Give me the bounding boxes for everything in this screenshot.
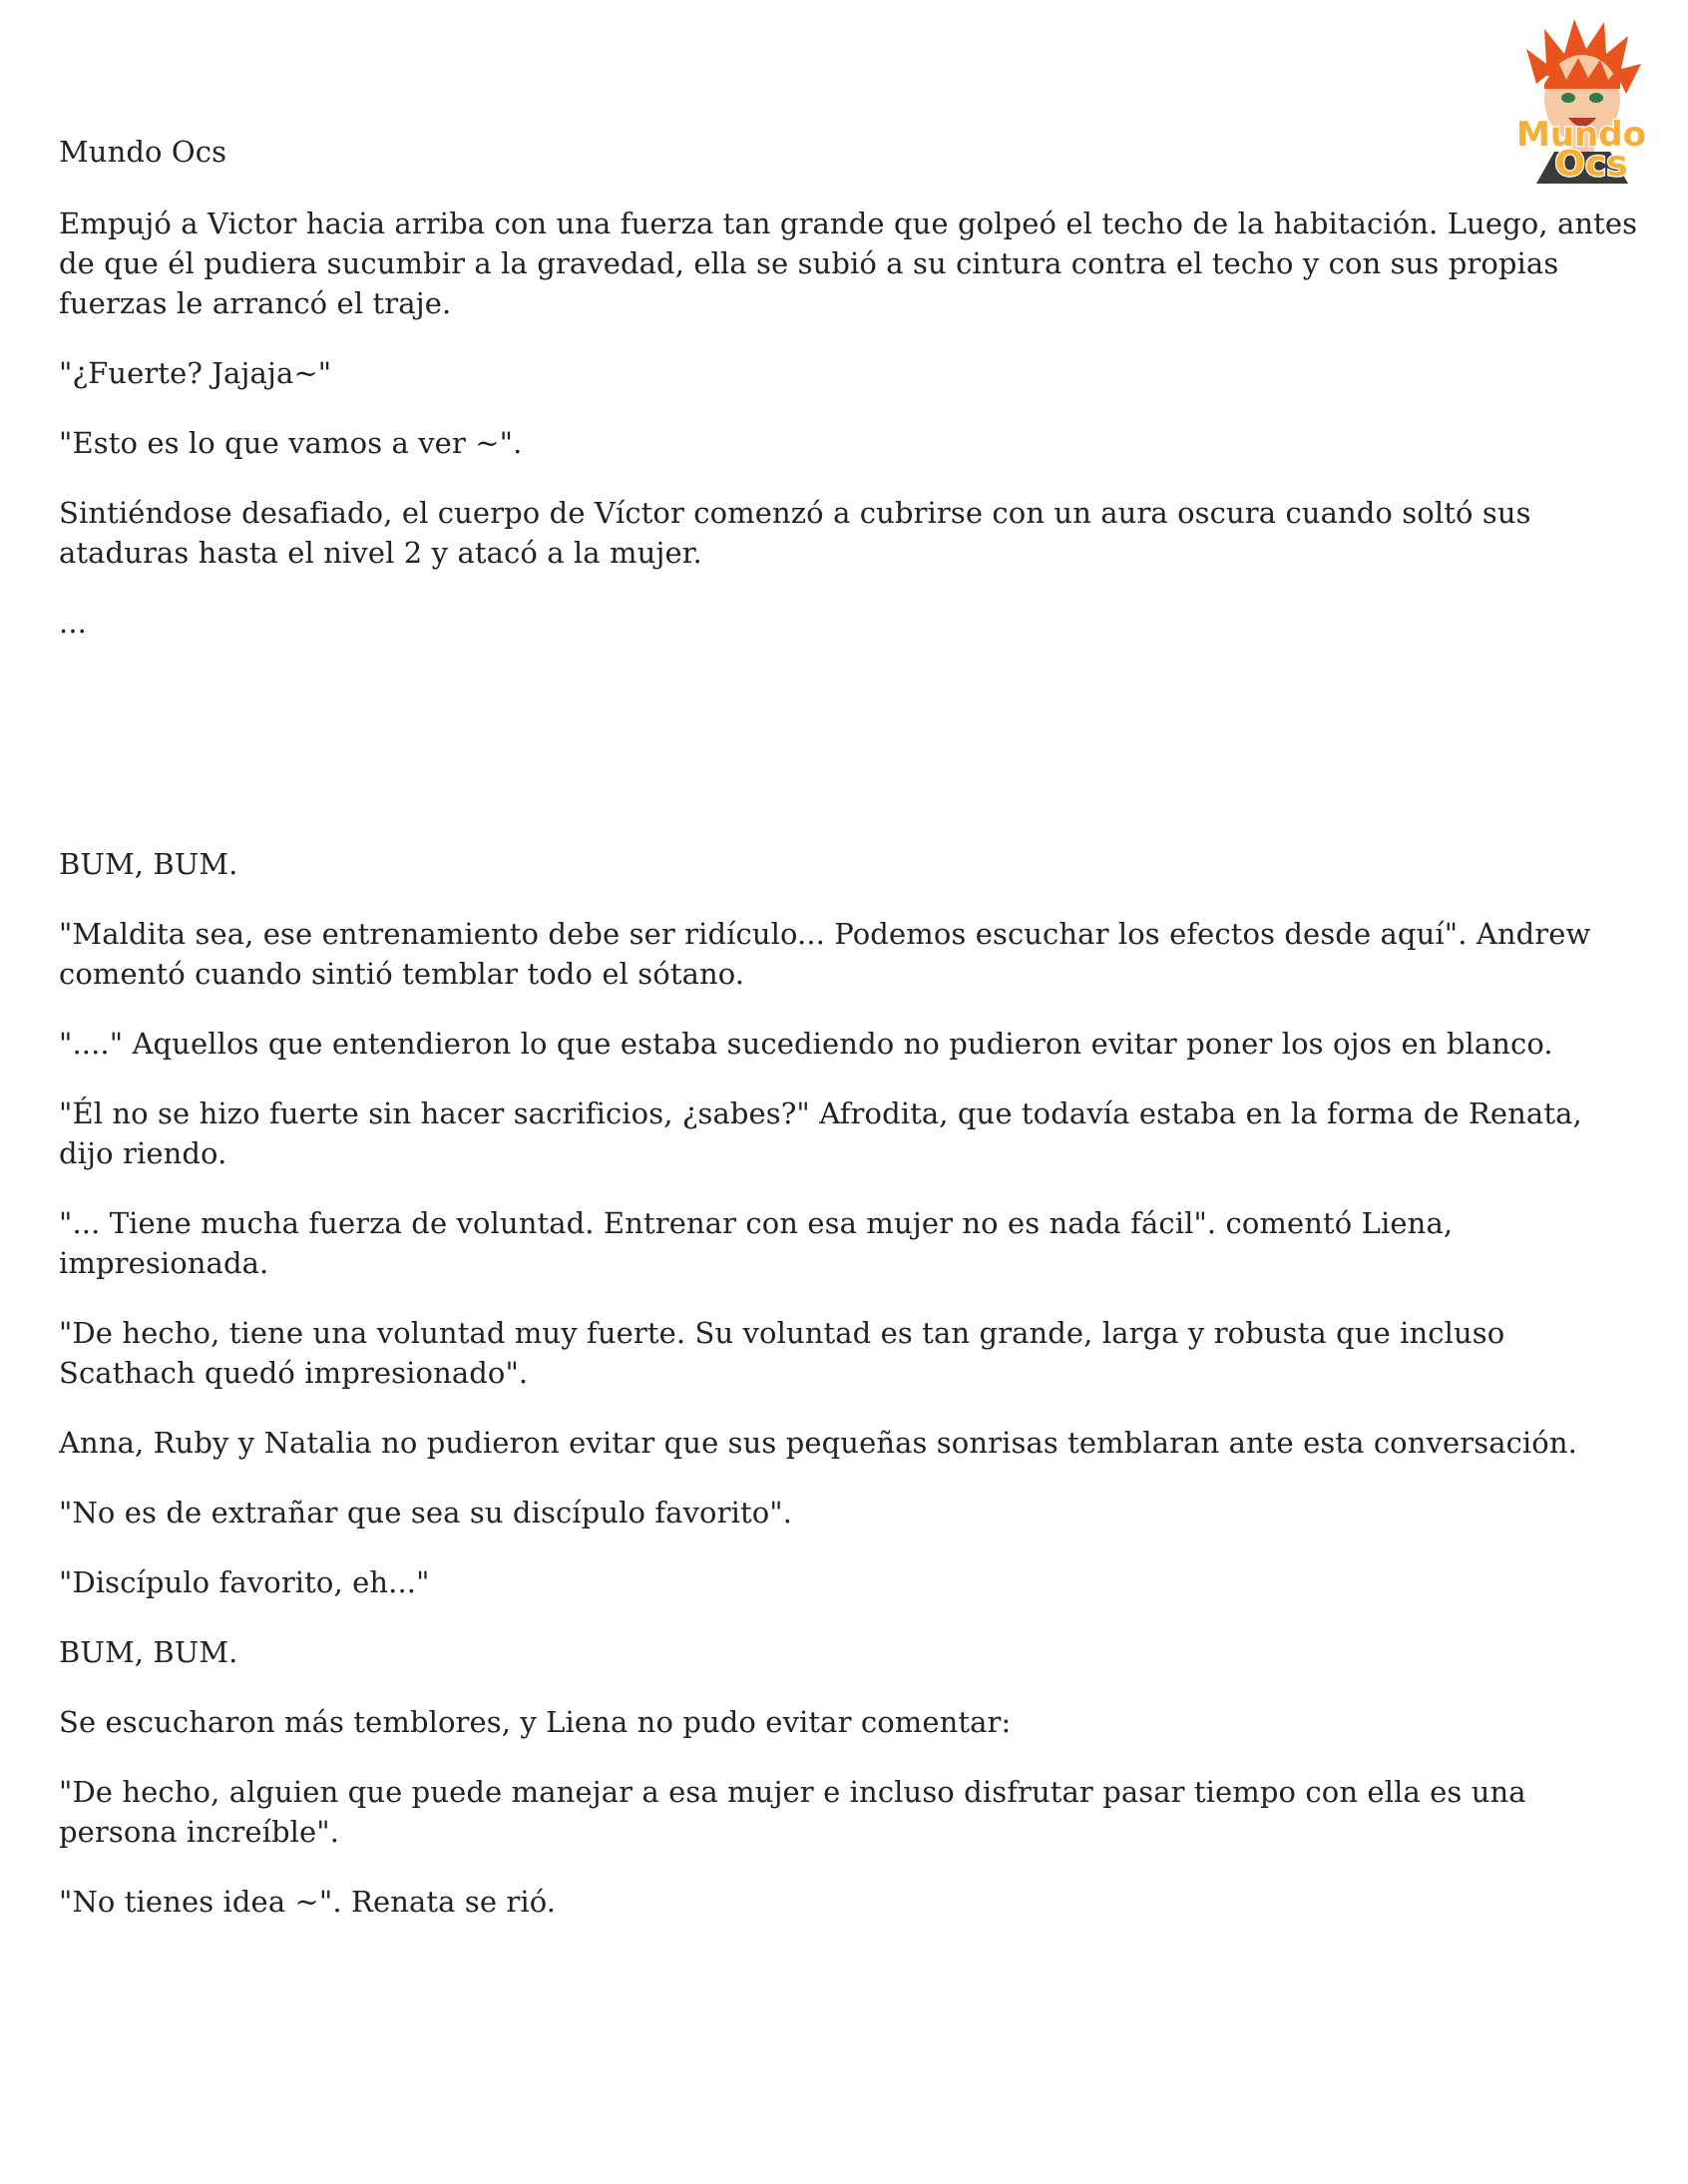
paragraph: Se escucharon más temblores, y Liena no pudo evitar comentar: <box>59 1705 1012 1739</box>
paragraph: Sintiéndose desafiado, el cuerpo de Víctor comenzó a cubrirse con un aura oscura cuando soltó sus ataduras hasta el nivel 2 y atacó a la mujer. <box>59 496 1540 570</box>
paragraph: BUM, BUM. <box>59 847 238 881</box>
paragraph: "De hecho, alguien que puede manejar a esa mujer e incluso disfrutar pasar tiempo con ella es una persona increíble". <box>59 1775 1535 1849</box>
site-title: Mundo Ocs <box>59 135 227 169</box>
paragraph: Anna, Ruby y Natalia no pudieron evitar que sus pequeñas sonrisas temblaran ante esta conversación. <box>59 1426 1577 1460</box>
scene-break-spacer <box>59 672 1645 844</box>
paragraph: "Él no se hizo fuerte sin hacer sacrificios, ¿sabes?" Afrodita, que todavía estaba en la forma de Renata, dijo riendo. <box>59 1096 1592 1170</box>
paragraph: "... Tiene mucha fuerza de voluntad. Entrenar con esa mujer no es nada fácil". comentó Liena, impresionada. <box>59 1206 1463 1280</box>
paragraph: Empujó a Victor hacia arriba con una fuerza tan grande que golpeó el techo de la habitación. Luego, antes de que él pudiera sucumbir a la gravedad, ella se subió a su cintura contra el techo y con sus propias fuerzas le arrancó el traje. <box>59 207 1647 320</box>
paragraph: "Discípulo favorito, eh..." <box>59 1565 430 1599</box>
paragraph: BUM, BUM. <box>59 1635 238 1669</box>
document-body <box>59 132 1645 1952</box>
ellipsis-break: ... <box>59 606 87 640</box>
paragraph: "...." Aquellos que entendieron lo que estaba sucediendo no pudieron evitar poner los ojos en blanco. <box>59 1027 1553 1061</box>
paragraph: "No tienes idea ~". Renata se rió. <box>59 1885 557 1919</box>
logo-text-line2: Ocs <box>1554 144 1628 184</box>
paragraph: "De hecho, tiene una voluntad muy fuerte. Su voluntad es tan grande, larga y robusta que incluso Scathach quedó impresionado". <box>59 1316 1514 1390</box>
paragraph: "No es de extrañar que sea su discípulo favorito". <box>59 1496 793 1529</box>
paragraph: "¿Fuerte? Jajaja~" <box>59 356 332 390</box>
right-eye <box>1589 93 1603 103</box>
left-eye <box>1561 93 1575 103</box>
paragraph: "Maldita sea, ese entrenamiento debe ser ridículo... Podemos escuchar los efectos desde aquí". Andrew comentó cuando sintió temblar todo el sótano. <box>59 917 1600 991</box>
logo-text-line1: Mundo <box>1516 115 1646 155</box>
paragraph: "Esto es lo que vamos a ver ~". <box>59 426 523 460</box>
